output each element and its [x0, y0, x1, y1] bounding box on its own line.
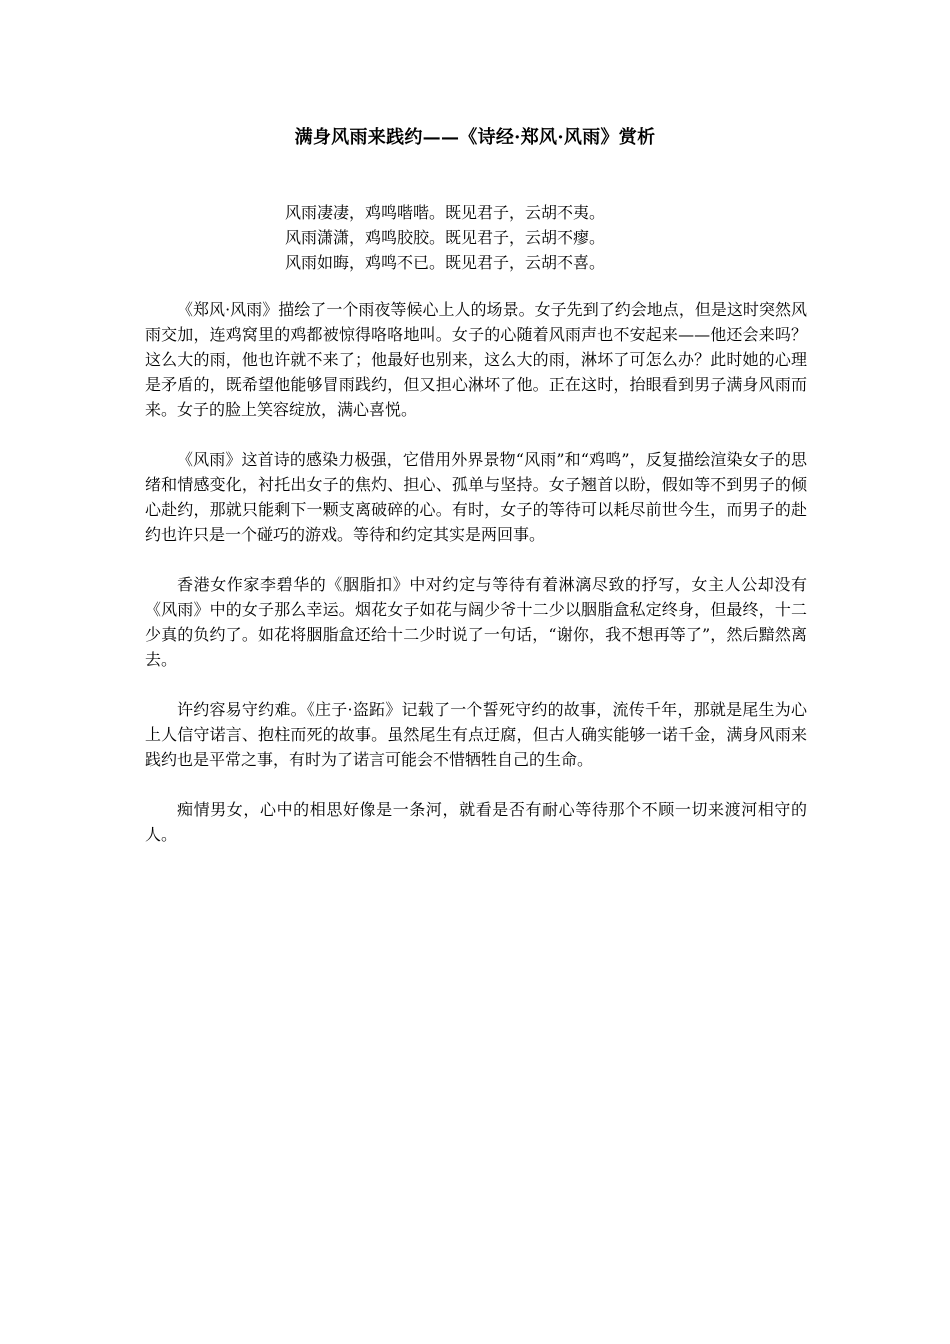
- paragraph: 许约容易守约难。《庄子·盗跖》记载了一个誓死守约的故事，流传千年，那就是尾生为心上人信守诺言、抱柱而死的故事。虽然尾生有点迂腐，但古人确实能够一诺千金，满身风雨来践约也是平常之事，有时为了诺言可能会不惜牺牲自己的生命。: [145, 700, 807, 769]
- poem-line: 风雨潇潇，鸡鸣胶胶。既见君子，云胡不瘳。: [285, 228, 606, 247]
- paragraph: 《风雨》这首诗的感染力极强，它借用外界景物“风雨”和“鸡鸣”，反复描绘渲染女子的思绪和情感变化，衬托出女子的焦灼、担心、孤单与坚持。女子翘首以盼，假如等不到男子的倾心赴约，那就只能剩下一颗支离破碎的心。有时，女子的等待可以耗尽前世今生，而男子的赴约也许只是一个碰巧的游戏。等待和约定其实是两回事。: [145, 450, 807, 544]
- paragraph: 《郑风·风雨》描绘了一个雨夜等候心上人的场景。女子先到了约会地点，但是这时突然风雨交加，连鸡窝里的鸡都被惊得咯咯地叫。女子的心随着风雨声也不安起来——他还会来吗？这么大的雨，他也许就不来了；他最好也别来，这么大的雨，淋坏了可怎么办？此时她的心理是矛盾的，既希望他能够冒雨践约，但又担心淋坏了他。正在这时，抬眼看到男子满身风雨而来。女子的脸上笑容绽放，满心喜悦。: [145, 300, 807, 419]
- article-body: [145, 297, 807, 872]
- paragraph: 痴情男女，心中的相思好像是一条河，就看是否有耐心等待那个不顾一切来渡河相守的人。: [145, 800, 807, 844]
- paragraph: 香港女作家李碧华的《胭脂扣》中对约定与等待有着淋漓尽致的抒写，女主人公却没有《风雨》中的女子那么幸运。烟花女子如花与阔少爷十二少以胭脂盒私定终身，但最终，十二少真的负约了。如花将胭脂盒还给十二少时说了一句话，“谢你，我不想再等了”，然后黯然离去。: [145, 575, 807, 669]
- document-title: 满身风雨来践约——《诗经·郑风·风雨》赏析: [294, 127, 656, 148]
- poem-line: 风雨凄凄，鸡鸣喈喈。既见君子，云胡不夷。: [285, 203, 606, 222]
- poem-block: [285, 200, 705, 275]
- poem-line: 风雨如晦，鸡鸣不已。既见君子，云胡不喜。: [285, 253, 606, 272]
